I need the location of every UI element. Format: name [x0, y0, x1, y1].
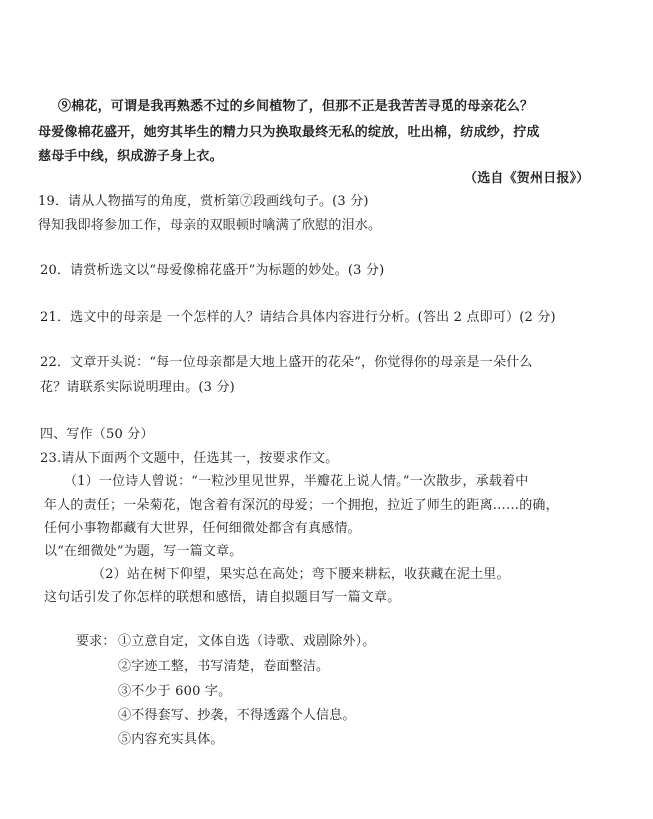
option-2-line-1: （2）站在树下仰望，果实总在高处；弯下腰来耕耘，收获藏在泥土里。 [92, 567, 510, 582]
writing-section-title: 四、写作（50 分） [40, 427, 154, 442]
passage-paragraph-9-line-1: ⑨棉花，可谓是我再熟悉不过的乡间植物了，但那不正是我苦苦寻觅的母亲花么？ [58, 99, 534, 114]
question-23: 23.请从下面两个文题中，任选其一，按要求作文。 [40, 451, 339, 466]
option-1-line-1: （1）一位诗人曾说：“一粒沙里见世界，半瓣花上说人情。”一次散步，承载着中 [64, 474, 529, 489]
requirement-2: ②字迹工整，书写清楚，卷面整洁。 [118, 659, 330, 674]
passage-paragraph-9-line-3: 慈母手中线，织成游子身上衣。 [38, 149, 223, 164]
requirement-1: ①立意自定，文体自选（诗歌、戏剧除外）。 [118, 634, 376, 649]
passage-paragraph-9-line-2: 母爱像棉花盛开，她穷其毕生的精力只为换取最终无私的绽放，吐出棉，纺成纱，拧成 [38, 125, 540, 140]
question-20: 20．请赏析选文以“母爱像棉花盛开”为标题的妙处。(3 分) [40, 263, 385, 278]
option-1-line-3: 任何小事物都藏有大世界，任何细微处都含有真感情。 [44, 521, 361, 536]
passage-source: （选自《贺州日报》） [464, 171, 590, 186]
requirements-label: 要求： [76, 634, 116, 649]
question-19: 19．请从人物描写的角度，赏析第⑦段画线句子。(3 分) [38, 194, 369, 209]
question-19-quoted-sentence: 得知我即将参加工作，母亲的双眼顿时噙满了欣慰的泪水。 [38, 218, 382, 233]
option-1-line-2: 年人的责任；一朵菊花，饱含着有深沉的母爱；一个拥抱，拉近了师生的距离……的确， [44, 498, 559, 513]
requirement-4: ④不得套写、抄袭，不得透露个人信息。 [118, 708, 356, 723]
option-2-line-2: 这句话引发了你怎样的联想和感悟，请自拟题目写一篇文章。 [44, 590, 401, 605]
question-22-line-1: 22．文章开头说：“每一位母亲都是大地上盛开的花朵”，你觉得你的母亲是一朵什么 [40, 355, 533, 370]
question-21: 21．选文中的母亲是 一个怎样的人？请结合具体内容进行分析。(答出 2 点即可）(2 分) [40, 310, 556, 325]
requirement-3: ③不少于 600 字。 [118, 684, 232, 699]
option-1-line-4: 以“在细微处”为题，写一篇文章。 [44, 544, 243, 559]
question-22-line-2: 花？请联系实际说明理由。(3 分) [40, 380, 235, 395]
requirement-5: ⑤内容充实具体。 [118, 732, 224, 747]
